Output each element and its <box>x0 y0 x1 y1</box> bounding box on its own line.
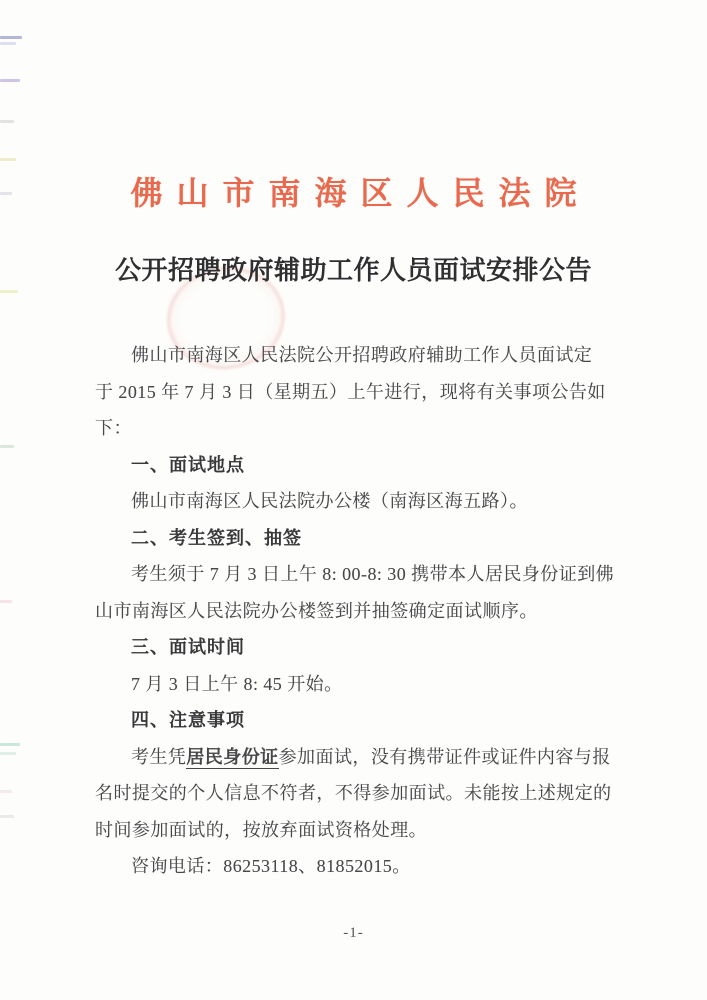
scan-artifact-mark <box>0 79 20 82</box>
section-heading-notes: 四、注意事项 <box>131 710 245 730</box>
scan-artifact-mark <box>0 815 14 818</box>
section-line: 7 月 3 日上午 8: 45 开始。 <box>131 673 343 694</box>
scan-artifact-mark <box>0 36 22 39</box>
id-card-emphasized-text: 居民身份证 <box>186 746 279 767</box>
notes-text-pre: 考生凭 <box>131 746 187 767</box>
page-number: -1- <box>343 925 364 941</box>
section-heading-interview-location: 一、面试地点 <box>131 454 245 475</box>
section-line: 佛山市南海区人民法院办公楼（南海区海五路）。 <box>131 491 528 511</box>
section-line: 山市南海区人民法院办公楼签到并抽签确定面试顺序。 <box>95 600 538 621</box>
section-line: 考生须于 7 月 3 日上午 8: 00-8: 30 携带本人居民身份证到佛 <box>131 564 615 584</box>
section-line: 名时提交的个人信息不符者，不得参加面试。未能按上述规定的 <box>95 783 612 803</box>
scan-artifact-mark <box>0 445 14 448</box>
intro-line: 佛山市南海区人民法院公开招聘政府辅助工作人员面试定 <box>131 345 593 365</box>
scan-artifact-mark <box>0 290 18 293</box>
intro-line: 下： <box>95 418 132 438</box>
section-heading-interview-time: 三、面试时间 <box>131 637 245 657</box>
court-letterhead-title: 佛山市南海区人民法院 <box>130 175 591 211</box>
notes-text-post: 参加面试，没有携带证件或证件内容与报 <box>278 746 611 767</box>
scan-artifact-mark <box>0 752 16 755</box>
scan-artifact-mark <box>0 42 16 45</box>
intro-line: 于 2015 年 7 月 3 日（星期五）上午进行，现将有关事项公告如 <box>95 381 606 402</box>
scan-artifact-mark <box>0 600 12 603</box>
document-title: 公开招聘政府辅助工作人员面试安排公告 <box>114 255 592 285</box>
scan-artifact-mark <box>0 120 14 123</box>
document-body <box>95 337 615 885</box>
scan-artifact-mark <box>0 790 12 793</box>
scan-artifact-mark <box>0 158 16 161</box>
scan-artifact-mark <box>0 743 20 746</box>
section-heading-checkin-lottery: 二、考生签到、抽签 <box>131 527 302 548</box>
contact-phone-line: 咨询电话：86253118、81852015。 <box>131 856 411 876</box>
section-line: 时间参加面试的，按放弃面试资格处理。 <box>95 819 428 840</box>
section-line-with-emphasis <box>95 739 612 776</box>
